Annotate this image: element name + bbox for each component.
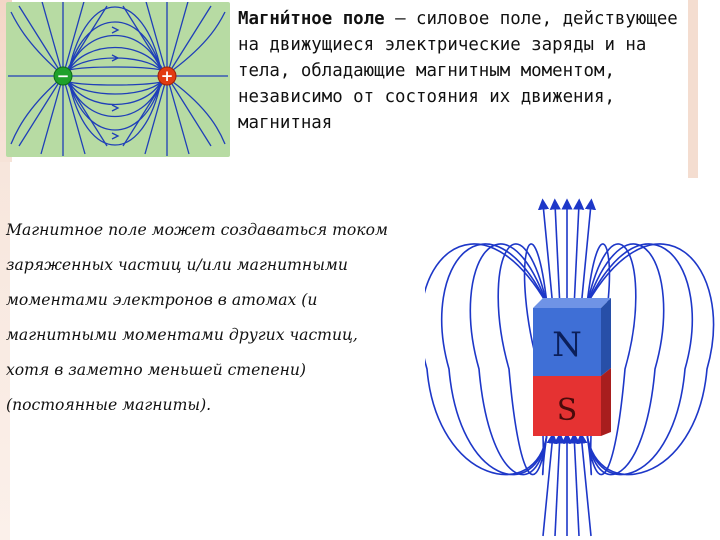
dipole-field-line [123, 76, 167, 146]
south-pole-label: S [556, 393, 578, 428]
dipole-field-line [173, 12, 225, 70]
dipole-field-line [69, 7, 161, 70]
magnet-field-line [574, 438, 579, 536]
magnet-north-side [601, 298, 611, 376]
magnet-field-line [425, 244, 547, 475]
dipole-field-line [19, 76, 63, 146]
dipole-field-line [19, 6, 63, 76]
bar-magnet-field-svg [425, 196, 715, 540]
north-pole-label: N [552, 325, 582, 365]
dipole-field-lines [8, 2, 228, 156]
dipole-field-line [63, 76, 107, 146]
magnet-south-side [601, 368, 611, 436]
dipole-field-line [69, 82, 161, 145]
bar-magnet-field-figure [425, 196, 715, 540]
dipole-field-figure [6, 2, 230, 157]
definition-paragraph [238, 6, 698, 136]
bar-magnet [533, 298, 611, 436]
definition-text: — силовое поле, действующее на движущиеся электрические заряды и на тела, обладающие магнитным моментом, независимо от состояния их движения, магнитная [238, 9, 678, 133]
dipole-direction-arrow [112, 133, 118, 139]
dipole-field-line [173, 82, 225, 144]
magnet-field-line [555, 438, 560, 536]
dipole-field-line [41, 76, 63, 154]
positive-charge-sign: + [160, 67, 174, 85]
dipole-field-line [123, 6, 167, 76]
dipole-field-line [69, 82, 161, 85]
magnet-top-face [533, 298, 611, 308]
body-paragraph: Магнитное поле может создаваться током заряженных частиц и/или магнитными моментами электронов в атомах (и магнитными моментами других частиц, хотя в заметно меньшей степени) (постоянные магниты). [6, 221, 388, 414]
dipole-field-line [167, 2, 189, 76]
dipole-direction-arrow [112, 105, 118, 111]
dipole-field-line [11, 12, 57, 70]
magnet-field-line [574, 204, 579, 304]
magnet-field-line [555, 204, 560, 304]
dipole-field-line [167, 6, 211, 76]
definition-term: Магни́тное поле [238, 9, 385, 29]
dipole-direction-arrow [112, 27, 118, 33]
dipole-field-line [11, 82, 57, 144]
dipole-field-line [63, 6, 107, 76]
dipole-field-line [69, 67, 161, 70]
magnet-field-line [442, 244, 547, 475]
dipole-field-line [63, 2, 85, 76]
dipole-field-line [167, 76, 189, 154]
dipole-field-svg [6, 2, 230, 157]
dipole-field-line [145, 2, 167, 76]
negative-charge-sign: − [56, 67, 70, 85]
